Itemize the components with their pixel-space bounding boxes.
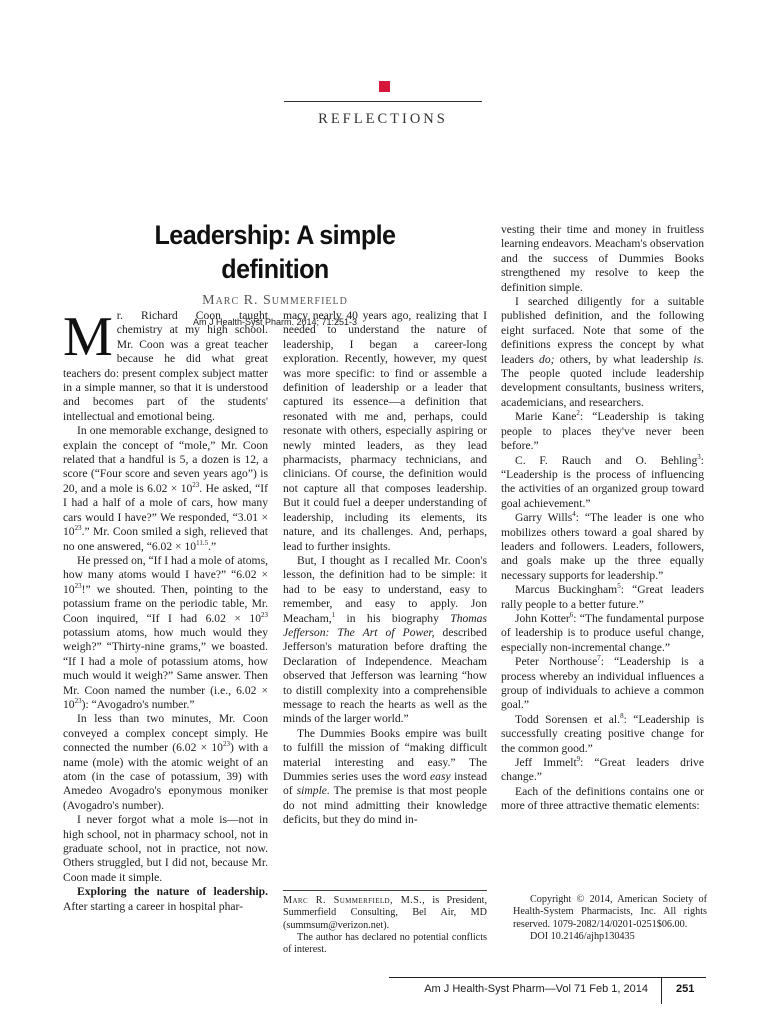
paragraph bbox=[63, 554, 268, 712]
definition-text: : “Leadership is a process whereby an individual influences a group of individuals to achieve a common goal.” bbox=[501, 655, 704, 712]
definition-text: : “Great leaders drive change.” bbox=[501, 756, 704, 784]
paragraph-text: I never forgot what a mole is—not in high school, not in pharmacy school, not in graduate school, not in practice, not now. Others struggled, but I did not, because Mr. Coon made it simple. bbox=[63, 813, 268, 884]
definition-source: Peter Northouse bbox=[515, 655, 598, 669]
paragraph bbox=[283, 309, 487, 554]
definition-source: John Kotter bbox=[515, 611, 570, 625]
paragraph-text: The premise is that most people do not mind admitting their knowledge deficits, but they do mind in- bbox=[283, 784, 487, 827]
paragraph bbox=[63, 813, 268, 885]
definition-source: Jeff Immelt bbox=[515, 756, 577, 770]
paragraph-text: vesting their time and money in fruitless learning endeavors. Meacham's observation and the success of Dummies Books strengthened my resolve to keep the definition simple. bbox=[501, 223, 704, 294]
definition-item bbox=[501, 756, 704, 785]
paragraph-text: .” bbox=[208, 539, 217, 553]
reference-number: 4 bbox=[572, 510, 576, 519]
paragraph-text: in his biography bbox=[335, 611, 451, 625]
superscript: 23 bbox=[74, 697, 82, 706]
section-marker-square bbox=[379, 81, 390, 92]
paragraph bbox=[63, 885, 268, 914]
footer-divider bbox=[661, 978, 662, 1004]
emphasis: simple. bbox=[296, 784, 330, 798]
paragraph-text: !” we shouted. Then, pointing to the potassium frame on the periodic table, Mr. Coon inquired, “If I had 6.02 × 10 bbox=[63, 582, 268, 625]
paragraph-text: .” Mr. Coon smiled a sigh, relieved that no one answered, “6.02 × 10 bbox=[63, 525, 268, 553]
reference-number: 7 bbox=[597, 654, 601, 663]
superscript: 23 bbox=[261, 610, 268, 619]
reference-number: 3 bbox=[697, 452, 701, 461]
body-column-2 bbox=[283, 309, 487, 828]
book-title: Thomas Jefferson: The Art of Power, bbox=[283, 611, 487, 639]
definition-text: : “Great leaders rally people to a better future.” bbox=[501, 583, 704, 611]
paragraph bbox=[63, 712, 268, 813]
paragraph-text: ) with a name (mole) with the atomic weight of an atom (in the case of potassium, 39) with Amedeo Avogadro's eponymous moniker (Avogadro's number). bbox=[63, 741, 268, 812]
conflict-disclosure: The author has declared no potential conflicts of interest. bbox=[283, 931, 487, 956]
reference-number: 6 bbox=[569, 611, 574, 620]
definition-source: Todd Sorensen et al. bbox=[515, 712, 621, 726]
paragraph bbox=[501, 223, 704, 295]
paragraph-text: He pressed on, “If I had a mole of atoms, how many atoms would I have?” “6.02 × 10 bbox=[63, 553, 268, 596]
body-column-1 bbox=[63, 306, 268, 914]
drop-cap: M bbox=[63, 306, 113, 368]
footnote-affiliation-text: is President, Summerfield Consulting, Bel Air, MD (summsum@verizon.net). bbox=[283, 895, 487, 931]
definition-text: : “The leader is one who mobilizes others toward a goal shared by leaders and followers. Leaders, followers, and goals make up the three equally necessary supports for leadership.” bbox=[501, 511, 704, 582]
copyright-block bbox=[513, 894, 707, 943]
article-citation: Am J Health-Syst Pharm. 2014; 71:251-3 bbox=[192, 317, 358, 327]
paragraph-text: I searched diligently for a suitable published definition, and the following eight surfaced. Note that some of the definitions express the concept by what leaders bbox=[501, 295, 704, 366]
reference-number: 8 bbox=[620, 711, 624, 720]
definition-item bbox=[501, 583, 704, 612]
paragraph bbox=[283, 554, 487, 727]
paragraph-text: instead of bbox=[283, 770, 487, 798]
footer-rule bbox=[389, 977, 706, 978]
footnote-author-name: Marc R. Summerfield, M.S., bbox=[283, 895, 426, 906]
definition-text: : “Leadership is successfully creating positive change for the common good.” bbox=[501, 712, 705, 755]
paragraph-text: described Jefferson's maturation before drafting the Declaration of Independence. Meacham observed that Jefferson was learning “how to distill complexity into a comprehensible message to reach the hearts as well as the minds of the larger world.” bbox=[283, 625, 487, 726]
definition-item bbox=[501, 511, 704, 583]
paragraph bbox=[283, 727, 487, 828]
paragraph-text: Each of the definitions contains one or more of three attractive thematic elements: bbox=[501, 784, 704, 813]
copyright-text: Copyright © 2014, American Society of Health-System Pharmacists, Inc. All rights reserved. 1079-2082/14/0201-0251$06.00. bbox=[513, 894, 707, 930]
footer-journal-info: Am J Health-Syst Pharm—Vol 71 Feb 1, 2014 bbox=[424, 983, 648, 995]
author-affiliation bbox=[283, 895, 487, 932]
paragraph bbox=[63, 424, 268, 554]
reference-number: 5 bbox=[617, 582, 621, 591]
definition-source: Marcus Buckingham bbox=[515, 583, 618, 597]
paragraph-text: The people quoted include leadership development consultants, business writers, academicians, and researchers. bbox=[501, 367, 704, 409]
definition-item bbox=[501, 410, 704, 453]
page-number: 251 bbox=[676, 983, 695, 995]
reference-number: 2 bbox=[576, 409, 580, 418]
paragraph bbox=[63, 306, 268, 424]
definition-text: : “The fundamental purpose of leadership is to produce useful change, especially non-incremental change.” bbox=[501, 611, 705, 654]
paragraph-text: . He asked, “If I had a half of a mole of cars, how many cars would I have?” We responded, “3.01 × 10 bbox=[63, 481, 268, 539]
emphasis: easy bbox=[430, 770, 451, 783]
definition-item bbox=[501, 612, 704, 655]
article-author: Marc R. Summerfield bbox=[202, 293, 348, 308]
header-rule bbox=[284, 101, 482, 102]
emphasis: do; bbox=[539, 352, 555, 366]
paragraph-text: In one memorable exchange, designed to explain the concept of “mole,” Mr. Coon related that a handful is 5, a dozen is 12, a score (“Four score and seven years ago”) is 20, and a mole is 6.02 × 10 bbox=[63, 424, 268, 495]
paragraph bbox=[501, 785, 704, 814]
article-title: Leadership: A simple definition bbox=[154, 220, 396, 284]
doi: DOI 10.2146/ajhp130435 bbox=[530, 930, 635, 942]
paragraph-text: After starting a career in hospital phar- bbox=[63, 899, 244, 913]
paragraph-text: potassium atoms, how much would they weigh?” “Thirty-nine grams,” we boasted. “If I had a mole of potassium atoms, how much would it weigh?” Same answer. Then Mr. Coon named the number (i.e., 6.02 × 10 bbox=[63, 625, 268, 711]
author-footnote bbox=[283, 895, 487, 956]
definition-source: Garry Wills bbox=[515, 511, 573, 525]
definition-source: Marie Kane bbox=[515, 410, 577, 424]
definition-text: : “Leadership is taking people to places they've never been before.” bbox=[501, 410, 705, 453]
footnote-rule bbox=[283, 890, 487, 891]
superscript: 23 bbox=[74, 524, 82, 533]
superscript: 23 bbox=[192, 481, 200, 490]
reference-number: 1 bbox=[331, 610, 336, 619]
reference-number: 9 bbox=[576, 755, 581, 764]
paragraph-text: macy nearly 40 years ago, realizing that I needed to understand the nature of leadership, I began a career-long exploration. Recently, however, my quest was more specific: to find or assemble a definition of leadership or a leader that captured its essence—a definition that resonated with me and, perhaps, could resonate with others, especially aspiring or newly minted leaders, as they lead pharmacists, pharmacy technicians, and clinicians. Of course, the definition would not capture all that composes leadership. But it could fuel a deeper understanding of leadership, including its elements, its nature, and its challenges. And, perhaps, lead to further insights. bbox=[283, 309, 487, 553]
emphasis: is. bbox=[693, 352, 705, 366]
superscript: 23 bbox=[222, 740, 230, 749]
definition-item bbox=[501, 454, 704, 512]
paragraph-text: The Dummies Books empire was built to fulfill the mission of “making difficult material interesting and easy.” The Dummies series uses the word bbox=[283, 726, 487, 783]
superscript: 11.5 bbox=[196, 538, 209, 547]
definition-text: : “Leadership is the process of influencing the activities of an organized group toward goal achievement.” bbox=[501, 453, 704, 510]
paragraph-text: But, I thought as I recalled Mr. Coon's lesson, the definition had to be simple: it had to be easy to understand, easy to remember, and easy to apply. Jon Meacham, bbox=[283, 553, 487, 625]
definition-source: C. F. Rauch and O. Behling bbox=[515, 453, 698, 467]
paragraph-text: ): “Avogadro's number.” bbox=[81, 697, 195, 711]
superscript: 23 bbox=[74, 581, 82, 590]
paragraph-text: In less than two minutes, Mr. Coon conveyed a complex concept simply. He connected the number (6.02 × 10 bbox=[63, 712, 268, 755]
section-heading: Exploring the nature of leadership. bbox=[77, 885, 268, 899]
paragraph bbox=[501, 295, 704, 410]
paragraph-text: r. Richard Coon taught chemistry at my high school. Mr. Coon was a great teacher because he did what great teachers do: present complex subject matter in a simple manner, so that it is understood and becomes part of the students' intellectual and emotional being. bbox=[63, 309, 268, 423]
section-label: REFLECTIONS bbox=[318, 111, 448, 127]
definition-item bbox=[501, 713, 704, 756]
body-column-3 bbox=[501, 223, 704, 814]
paragraph-text: others, by what leadership bbox=[554, 352, 694, 366]
definition-item bbox=[501, 655, 704, 713]
